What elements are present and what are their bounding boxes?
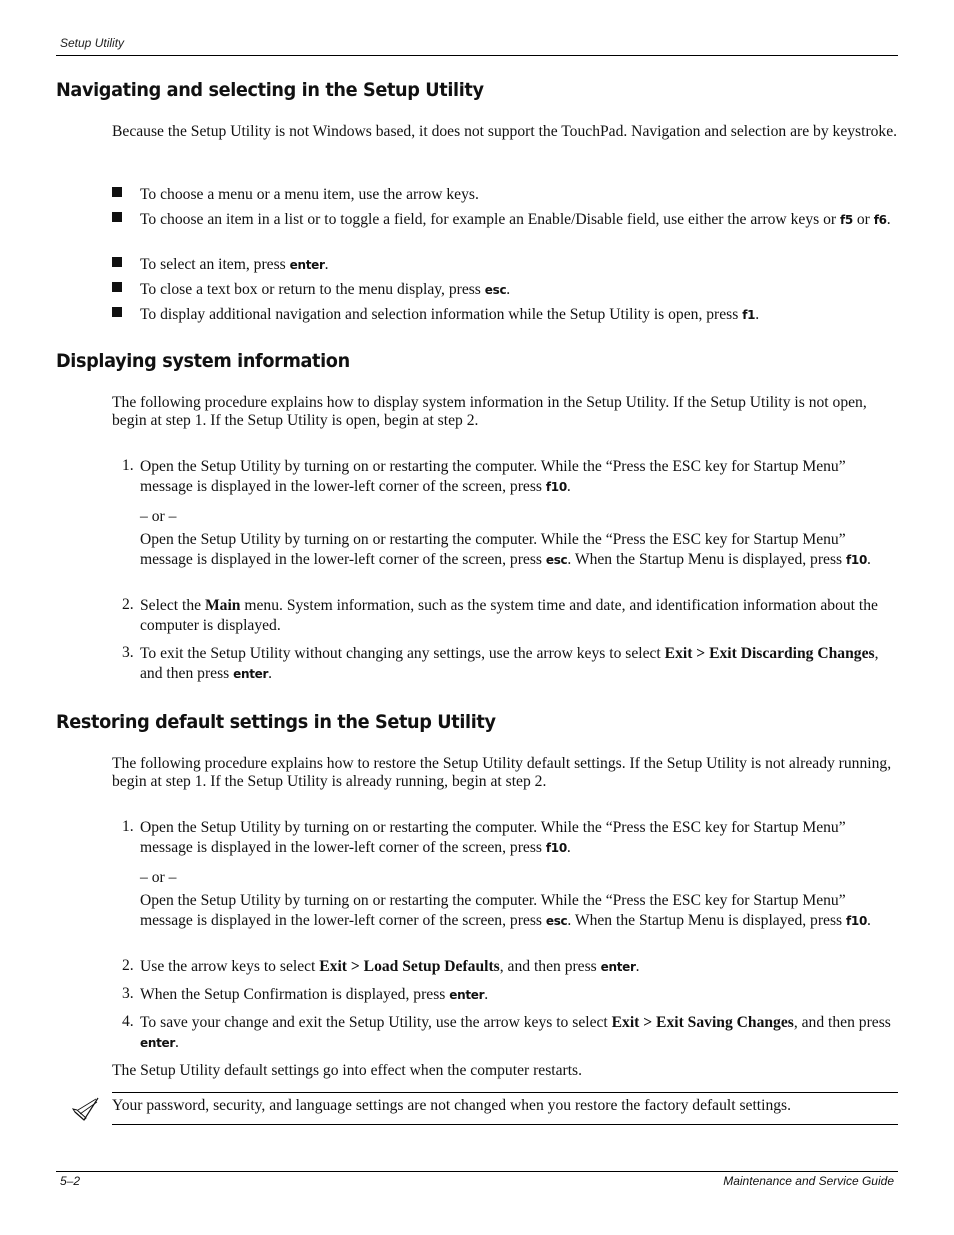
section-heading-system-info: Displaying system information (56, 350, 350, 372)
step-item (112, 985, 898, 1005)
step-item (112, 457, 898, 497)
step-number: 1. (122, 457, 134, 474)
footer-rule (56, 1171, 898, 1172)
step-text: When the Setup Confirmation is displayed, press enter. (140, 986, 489, 1003)
key-f10: f10 (845, 553, 868, 567)
text-run: , and then press (499, 958, 601, 975)
key-enter: enter (449, 988, 485, 1002)
note-rule-top (112, 1092, 898, 1093)
step-text: Open the Setup Utility by turning on or restarting the computer. While the “Press the ESC key for Startup Menu” message is displayed in the lower-left corner of the screen, press f10. (140, 819, 846, 856)
step-text: To save your change and exit the Setup Utility, use the arrow keys to select Exit > Exit Saving Changes, and then press enter. (140, 1014, 891, 1051)
list-item (112, 209, 898, 231)
note-text: Your password, security, and language settings are not changed when you restore the factory default settings. (112, 1097, 792, 1114)
text-run: To select an item, press (140, 256, 290, 273)
menu-path: Exit > Exit Discarding Changes (664, 645, 875, 662)
list-item (112, 184, 898, 205)
menu-path: Exit > Load Setup Defaults (319, 958, 500, 975)
key-f6: f6 (873, 213, 887, 227)
section-heading-navigating: Navigating and selecting in the Setup Utility (56, 79, 484, 101)
nav-intro-paragraph: Because the Setup Utility is not Windows based, it does not support the TouchPad. Navigation and selection are by keystroke. (112, 123, 898, 140)
or-separator: – or – (140, 869, 177, 886)
step-text: Open the Setup Utility by turning on or restarting the computer. While the “Press the ESC key for Startup Menu” message is displayed in the lower-left corner of the screen, press f10. (140, 458, 846, 495)
list-item (112, 254, 898, 276)
section-heading-restoring: Restoring default settings in the Setup Utility (56, 711, 496, 733)
list-item (112, 279, 898, 301)
step-text: To exit the Setup Utility without changing any settings, use the arrow keys to select Exit > Exit Discarding Changes, and then press enter. (140, 645, 879, 682)
text-run: To save your change and exit the Setup Utility, use the arrow keys to select (140, 1014, 612, 1031)
text-run: , and then press (140, 645, 879, 682)
list-item (112, 304, 898, 326)
step-alt-text: Open the Setup Utility by turning on or restarting the computer. While the “Press the ESC key for Startup Menu” message is displayed in the lower-left corner of the screen, press esc. When the Startup Menu is displayed, press f10. (140, 531, 871, 568)
text-run: or (852, 211, 874, 228)
bullet-text: To select an item, press enter. (140, 256, 329, 273)
key-f10: f10 (845, 914, 868, 928)
menu-path: Exit > Exit Saving Changes (611, 1014, 794, 1031)
text-run: Open the Setup Utility by turning on or restarting the computer. While the “Press the ESC key for Startup Menu” message is displayed in the lower-left corner of the screen, press (140, 531, 846, 568)
footer-doc-title: Maintenance and Service Guide (723, 1174, 894, 1188)
step-number: 2. (122, 957, 134, 974)
step-number: 1. (122, 818, 134, 835)
step-item (112, 644, 898, 684)
text-run: Open the Setup Utility by turning on or restarting the computer. While the “Press the ESC key for Startup Menu” message is displayed in the lower-left corner of the screen, press (140, 819, 846, 856)
key-f10: f10 (545, 480, 567, 494)
text-run: To close a text box or return to the menu display, press (140, 281, 485, 298)
key-esc: esc (545, 553, 568, 567)
key-f1: f1 (742, 308, 756, 322)
bullet-text: To display additional navigation and selection information while the Setup Utility is open, press f1. (140, 306, 760, 323)
step-item (112, 957, 898, 977)
text-run: To exit the Setup Utility without changing any settings, use the arrow keys to select (140, 645, 665, 662)
step-number: 4. (122, 1013, 134, 1030)
key-enter: enter (140, 1036, 175, 1050)
page-number: 5–2 (60, 1174, 81, 1188)
key-enter: enter (289, 258, 325, 272)
text-run: . When the Startup Menu is displayed, press (567, 912, 846, 929)
text-run: To choose an item in a list or to toggle a field, for example an Enable/Disable field, use either the arrow keys or (140, 211, 840, 228)
or-separator: – or – (140, 508, 177, 525)
sysinfo-intro-paragraph: The following procedure explains how to display system information in the Setup Utility. If the Setup Utility is not open, begin at step 1. If the Setup Utility is open, begin at step 2. (112, 394, 867, 429)
text-run: Open the Setup Utility by turning on or restarting the computer. While the “Press the ESC key for Startup Menu” message is displayed in the lower-left corner of the screen, press (140, 458, 846, 495)
key-f10: f10 (545, 841, 567, 855)
text-run: When the Setup Confirmation is displayed, press (140, 986, 450, 1003)
text-run: , and then press (793, 1014, 891, 1031)
text-run: To display additional navigation and selection information while the Setup Utility is open, press (140, 306, 743, 323)
key-enter: enter (233, 667, 269, 681)
bullet-square-icon (112, 257, 122, 267)
key-f5: f5 (839, 213, 853, 227)
step-item (112, 818, 898, 858)
bullet-square-icon (112, 187, 122, 197)
text-run: menu. System information, such as the system time and date, and identification information about the computer is displayed. (140, 597, 878, 634)
step-alt-text: Open the Setup Utility by turning on or restarting the computer. While the “Press the ESC key for Startup Menu” message is displayed in the lower-left corner of the screen, press esc. When the Startup Menu is displayed, press f10. (140, 892, 871, 929)
step-item (112, 1013, 898, 1053)
text-run: Open the Setup Utility by turning on or restarting the computer. While the “Press the ESC key for Startup Menu” message is displayed in the lower-left corner of the screen, press (140, 892, 846, 929)
step-item (112, 596, 898, 636)
closing-paragraph: The Setup Utility default settings go into effect when the computer restarts. (112, 1062, 583, 1079)
bullet-text: To close a text box or return to the menu display, press esc. (140, 281, 511, 298)
text-run: . When the Startup Menu is displayed, press (567, 551, 846, 568)
bullet-square-icon (112, 307, 122, 317)
step-number: 3. (122, 985, 134, 1002)
bullet-text: To choose an item in a list or to toggle a field, for example an Enable/Disable field, use either the arrow keys or f5 or f6. (140, 211, 891, 228)
header-rule (56, 55, 898, 56)
step-number: 3. (122, 644, 134, 661)
bullet-square-icon (112, 282, 122, 292)
note-rule-bottom (112, 1124, 898, 1125)
bullet-square-icon (112, 212, 122, 222)
key-esc: esc (545, 914, 568, 928)
running-header: Setup Utility (60, 36, 125, 50)
step-number: 2. (122, 596, 134, 613)
pencil-note-icon (72, 1096, 100, 1122)
step-text (140, 596, 898, 636)
menu-name: Main (204, 597, 241, 614)
key-esc: esc (484, 283, 507, 297)
text-run: Use the arrow keys to select (140, 958, 320, 975)
bullet-text: To choose a menu or a menu item, use the arrow keys. (140, 186, 479, 203)
key-enter: enter (600, 960, 636, 974)
step-text: Use the arrow keys to select Exit > Load Setup Defaults, and then press enter. (140, 958, 640, 975)
restore-intro-paragraph: The following procedure explains how to restore the Setup Utility default settings. If the Setup Utility is not already running, begin at step 1. If the Setup Utility is already running, begin at step 2. (112, 755, 892, 790)
text-run: Select the (140, 597, 205, 614)
